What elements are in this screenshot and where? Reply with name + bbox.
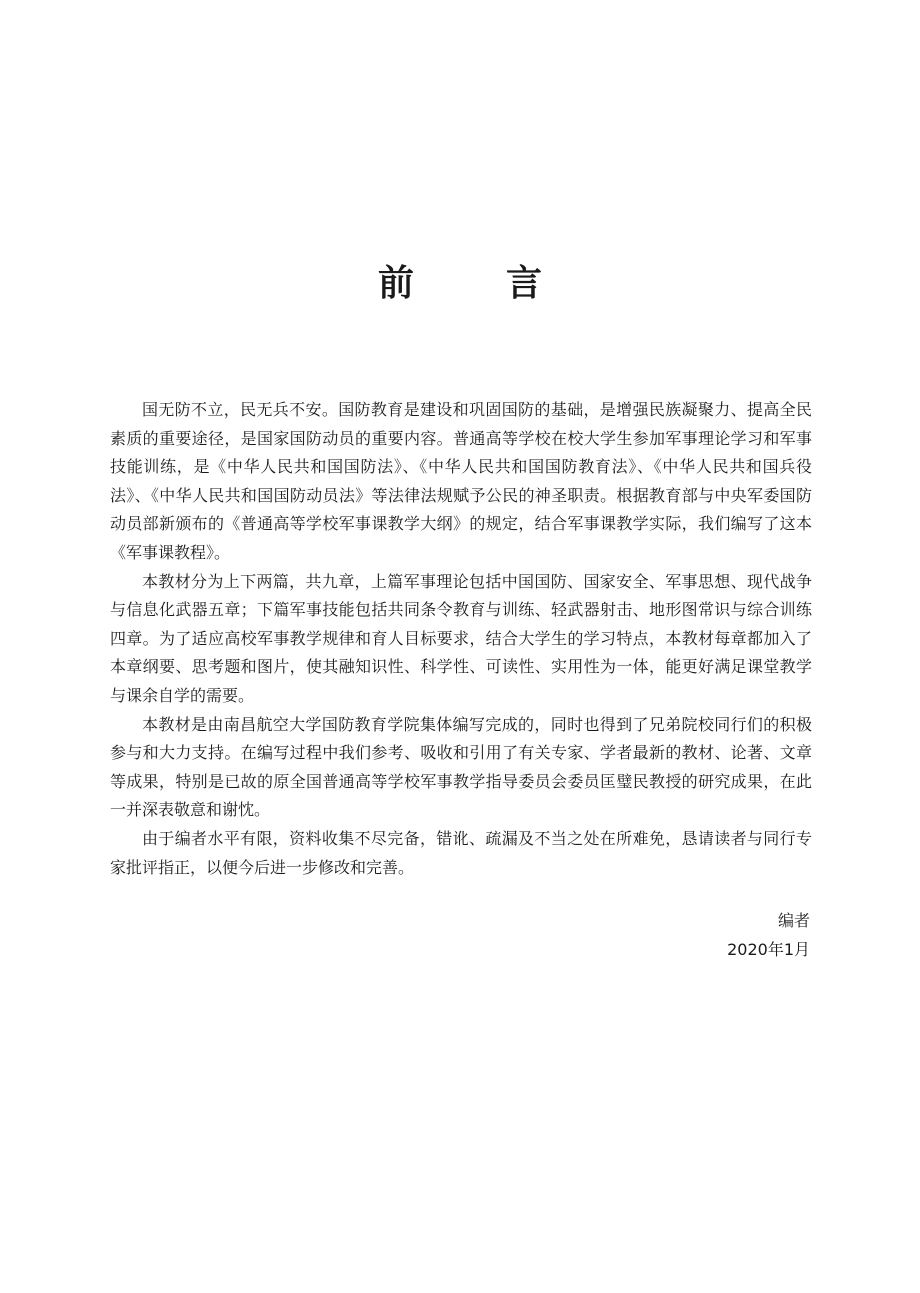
paragraph: 本教材分为上下两篇，共九章，上篇军事理论包括中国国防、国家安全、军事思想、现代战争与信息化武器五章；下篇军事技能包括共同条令教育与训练、轻武器射击、地形图常识与综合训练四章。为了适应高校军事教学规律和育人目标要求，结合大学生的学习特点，本教材每章都加入了本章纲要、思考题和图片，使其融知识性、科学性、可读性、实用性为一体，能更好满足课堂教学与课余自学的需要。	[110, 571, 812, 705]
paragraph: 本教材是由南昌航空大学国防教育学院集体编写完成的，同时也得到了兄弟院校同行们的积极参与和大力支持。在编写过程中我们参考、吸收和引用了有关专家、学者最新的教材、论著、文章等成果，特别是已故的原全国普通高等学校军事教学指导委员会委员匡璧民教授的研究成果，在此一并深表敬意和谢忱。	[110, 714, 812, 820]
paragraph: 由于编者水平有限，资料收集不尽完备，错讹、疏漏及不当之处在所难免，恳请读者与同行专家批评指正，以便今后进一步修改和完善。	[110, 828, 812, 877]
signature-block	[727, 906, 810, 964]
preface-body	[110, 396, 812, 882]
signature-date: 2020年1月	[727, 940, 810, 959]
signature-author: 编者	[777, 911, 810, 930]
paragraph: 国无防不立，民无兵不安。国防教育是建设和巩固国防的基础，是增强民族凝聚力、提高全民素质的重要途径，是国家国防动员的重要内容。普通高等学校在校大学生参加军事理论学习和军事技能训练，是《中华人民共和国国防法》、《中华人民共和国国防教育法》、《中华人民共和国兵役法》、《中华人民共和国国防动员法》等法律法规赋予公民的神圣职责。根据教育部与中央军委国防动员部新颁布的《普通高等学校军事课教学大纲》的规定，结合军事课教学实际，我们编写了这本《军事课教程》。	[110, 400, 812, 562]
page-title: 前 言	[377, 263, 570, 304]
